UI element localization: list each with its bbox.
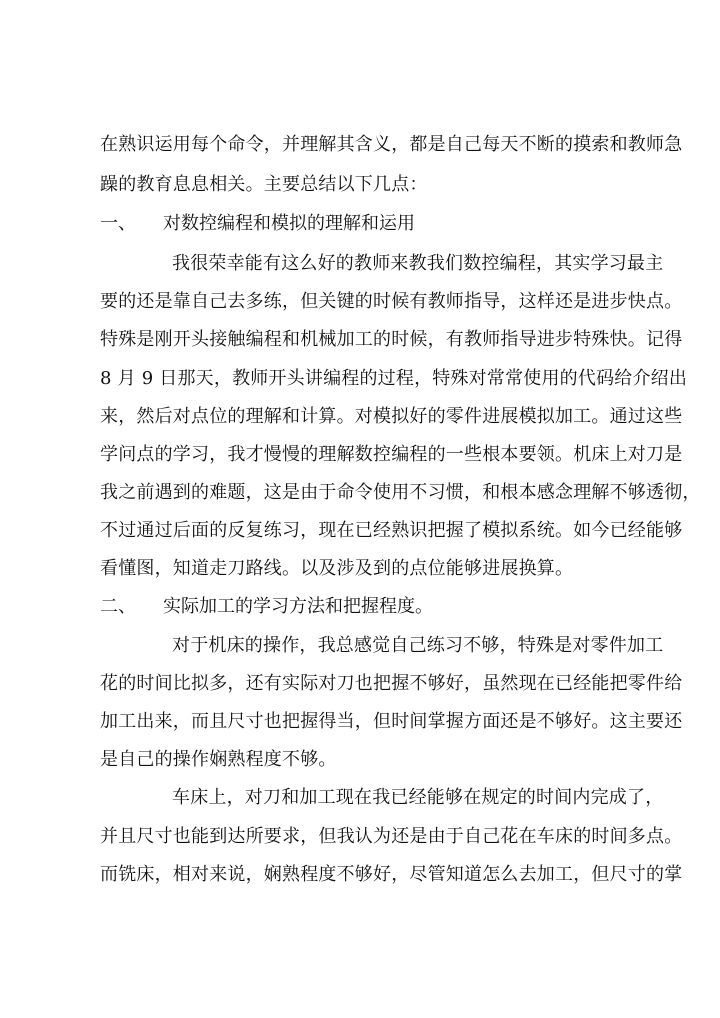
intro-line-2: 躁的教育息息相关。主要总结以下几点： — [100, 174, 428, 195]
section-2-number: 二、 — [100, 596, 136, 617]
section-2-p2-line-2: 并且尺寸也能到达所要求，但我认为还是由于自己花在车床的时间多点。 — [100, 826, 683, 847]
section-1-number: 一、 — [100, 213, 136, 234]
section-1-line-6: 学问点的学习，我才慢慢的理解数控编程的一些根本要领。机床上对刀是 — [100, 444, 683, 465]
section-1-line-7: 我之前遇到的难题，这是由于命令使用不习惯，和根本感念理解不够透彻， — [100, 482, 701, 503]
section-2-title: 实际加工的学习方法和把握程度。 — [163, 596, 433, 617]
section-2-p1-line-1: 对于机床的操作，我总感觉自己练习不够，特殊是对零件加工 — [172, 635, 664, 656]
section-1-line-8: 不过通过后面的反复练习，现在已经熟识把握了模拟系统。如今已经能够 — [100, 520, 683, 541]
section-1-title: 对数控编程和模拟的理解和运用 — [163, 213, 415, 234]
section-1-line-2: 要的还是靠自己去多练，但关键的时候有教师指导，这样还是进步快点。 — [100, 291, 683, 312]
section-2-p1-line-3: 加工出来，而且尺寸也把握得当，但时间掌握方面还是不够好。这主要还 — [100, 711, 683, 732]
section-1-line-1: 我很荣幸能有这么好的教师来教我们数控编程，其实学习最主 — [172, 253, 664, 274]
section-1-line-5: 来，然后对点位的理解和计算。对模拟好的零件进展模拟加工。通过这些 — [100, 406, 683, 427]
section-2-p1-line-4: 是自己的操作娴熟程度不够。 — [100, 749, 337, 770]
section-1-line-4: 8 月 9 日那天，教师开头讲编程的过程，特殊对常常使用的代码给介绍出 — [100, 368, 688, 389]
intro-line-1: 在熟识运用每个命令，并理解其含义，都是自己每天不断的摸索和教师急 — [100, 134, 683, 155]
section-2-p2-line-1: 车床上，对刀和加工现在我已经能够在规定的时间内完成了， — [172, 787, 664, 808]
section-2-p2-line-3: 而铣床，相对来说，娴熟程度不够好，尽管知道怎么去加工，但尺寸的掌 — [100, 864, 683, 885]
section-1-line-9: 看懂图，知道走刀路线。以及涉及到的点位能够进展换算。 — [100, 558, 574, 579]
section-2-p1-line-2: 花的时间比拟多，还有实际对刀也把握不够好，虽然现在已经能把零件给 — [100, 673, 683, 694]
section-1-line-3: 特殊是刚开头接触编程和机械加工的时候，有教师指导进步特殊快。记得 — [100, 329, 683, 350]
